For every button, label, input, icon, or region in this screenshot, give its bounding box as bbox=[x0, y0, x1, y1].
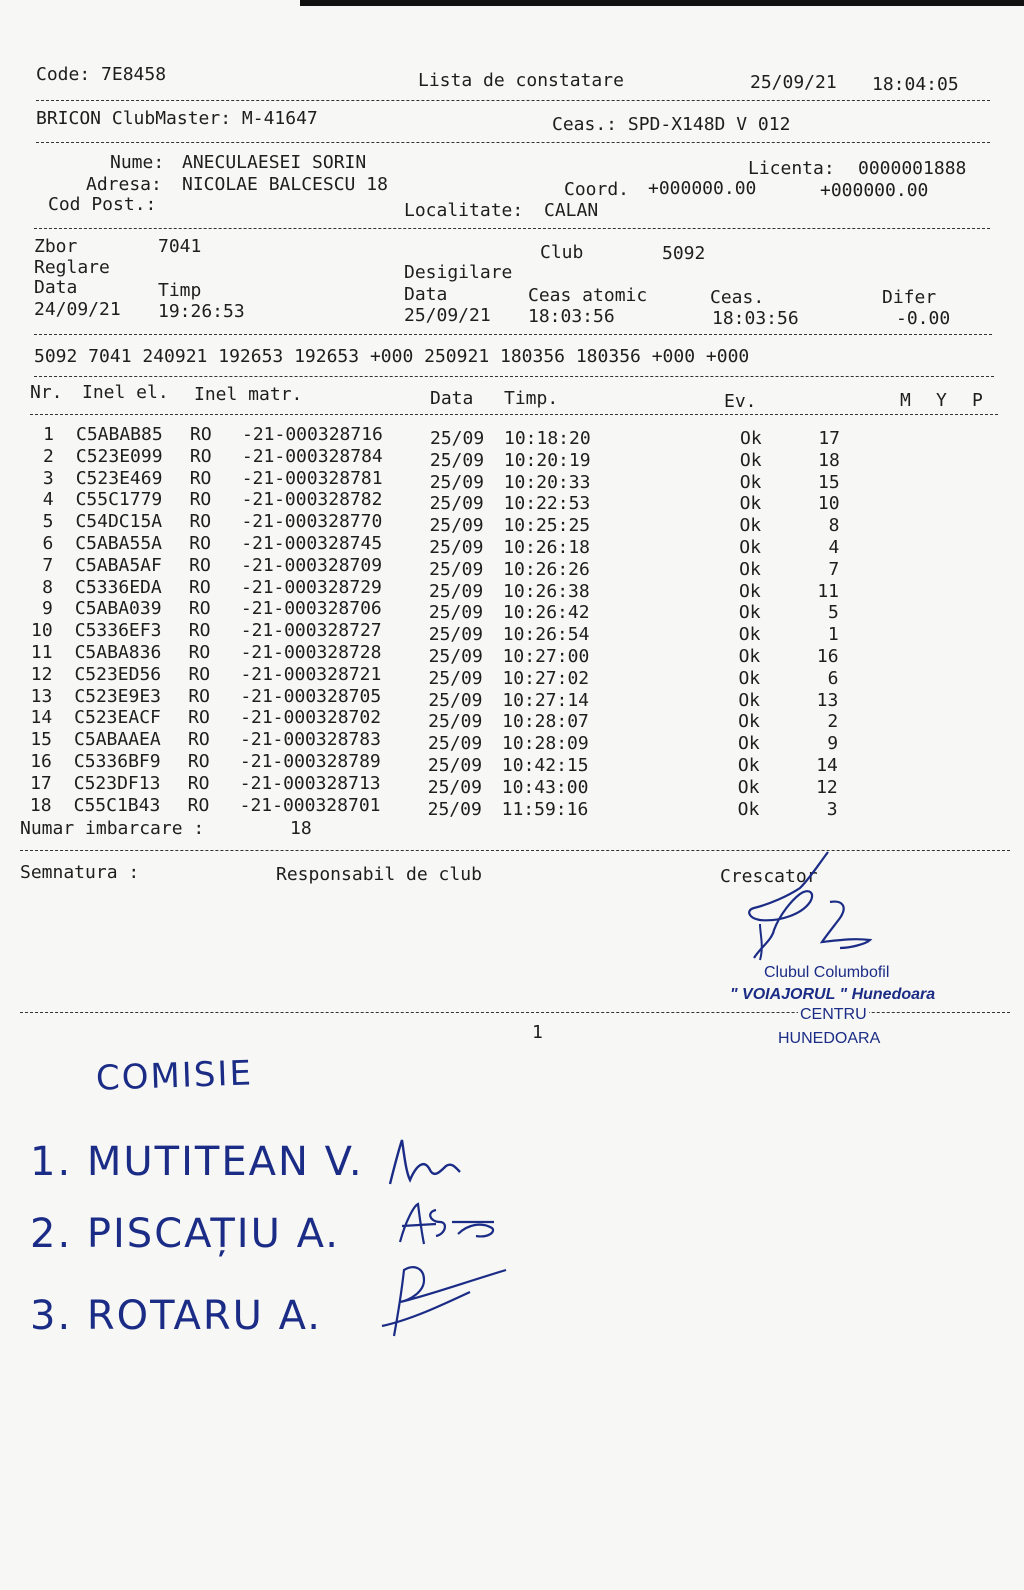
table-cell-t: 11:59:16 bbox=[501, 798, 589, 820]
table-cell-pos: 12 bbox=[816, 776, 838, 798]
document-title: Lista de constatare bbox=[418, 70, 624, 91]
zbor-label: Zbor bbox=[34, 236, 78, 257]
table-cell-d: 25/09 bbox=[429, 493, 484, 515]
table-cell-pos: 7 bbox=[828, 558, 840, 580]
table-cell-nr: 13 bbox=[30, 685, 53, 707]
table-cell-el: C5ABA836 bbox=[74, 642, 162, 663]
commission-signature-3 bbox=[380, 1262, 520, 1342]
table-cell-ro: RO bbox=[188, 663, 211, 685]
table-cell-d: 25/09 bbox=[429, 537, 484, 558]
club-label: Club bbox=[540, 242, 584, 263]
col-inel-matr: Inel matr. bbox=[194, 384, 303, 405]
table-cell-matr: -21-000328729 bbox=[241, 576, 382, 598]
table-cell-el: C5ABA55A bbox=[75, 533, 162, 554]
table-cell-nr: 6 bbox=[42, 533, 54, 554]
difer-value: -0.00 bbox=[896, 308, 951, 329]
table-cell-d: 25/09 bbox=[430, 428, 485, 449]
table-cell-t: 10:26:42 bbox=[502, 602, 590, 624]
table-cell-nr: 12 bbox=[30, 663, 53, 685]
table-cell-t: 10:26:54 bbox=[502, 624, 590, 646]
table-cell-matr: -21-000328728 bbox=[240, 642, 382, 663]
zbor-value: 7041 bbox=[158, 236, 202, 257]
table-cell-el: C54DC15A bbox=[75, 511, 163, 533]
table-cell-d: 25/09 bbox=[428, 602, 484, 624]
table-cell-matr: -21-000328709 bbox=[241, 554, 383, 576]
table-cell-el: C523ED56 bbox=[74, 663, 162, 685]
table-cell-t: 10:26:26 bbox=[503, 558, 590, 580]
stamp-line-4: HUNEDOARA bbox=[778, 1030, 881, 1047]
print-date: 25/09/21 bbox=[750, 72, 837, 93]
table-cell-nr: 3 bbox=[42, 467, 54, 489]
numar-value: 18 bbox=[290, 818, 312, 839]
divider bbox=[34, 334, 992, 335]
table-cell-ev: Ok bbox=[737, 798, 760, 820]
desigilare-label: Desigilare bbox=[404, 262, 513, 283]
table-cell-ev: Ok bbox=[738, 602, 761, 624]
table-cell-nr: 14 bbox=[30, 707, 53, 729]
table-cell-t: 10:20:19 bbox=[503, 449, 591, 471]
commission-member-3: 3. ROTARU A. bbox=[30, 1293, 323, 1339]
summary-line: 5092 7041 240921 192653 192653 +000 250921 180356 180356 +000 +000 bbox=[34, 346, 750, 367]
table-cell-ev: Ok bbox=[739, 515, 762, 537]
table-cell-ro: RO bbox=[189, 576, 211, 598]
table-cell-nr: 4 bbox=[42, 489, 54, 511]
table-cell-pos: 4 bbox=[828, 537, 840, 558]
table-cell-nr: 18 bbox=[29, 794, 52, 816]
table-cell-matr: -21-000328745 bbox=[241, 533, 383, 554]
table-cell-pos: 6 bbox=[827, 667, 839, 689]
table-cell-nr: 16 bbox=[30, 751, 52, 772]
table-cell-t: 10:20:33 bbox=[503, 471, 591, 493]
col-nr: Nr. bbox=[30, 382, 63, 403]
table-cell-ev: Ok bbox=[738, 646, 761, 667]
table-cell-nr: 9 bbox=[42, 598, 53, 620]
table-cell-ev: Ok bbox=[738, 667, 761, 689]
table-cell-ev: Ok bbox=[739, 471, 762, 493]
table-cell-matr: -21-000328713 bbox=[239, 772, 381, 794]
table-cell-t: 10:28:07 bbox=[502, 711, 589, 733]
table-cell-d: 25/09 bbox=[428, 689, 483, 711]
table-cell-t: 10:28:09 bbox=[502, 733, 589, 755]
col-timp: Timp. bbox=[504, 388, 559, 409]
table-cell-t: 10:27:02 bbox=[502, 667, 590, 689]
table-cell-t: 10:22:53 bbox=[503, 493, 591, 515]
table-cell-d: 25/09 bbox=[428, 624, 483, 646]
table-cell-matr: -21-000328784 bbox=[241, 445, 383, 467]
table-cell-matr: -21-000328770 bbox=[241, 511, 383, 533]
table-cell-d: 25/09 bbox=[428, 646, 483, 667]
table-cell-ro: RO bbox=[189, 467, 212, 489]
table-cell-ro: RO bbox=[188, 729, 210, 751]
table-cell-ro: RO bbox=[188, 685, 210, 707]
table-cell-d: 25/09 bbox=[429, 558, 484, 580]
table-cell-d: 25/09 bbox=[428, 667, 483, 689]
table-cell-el: C5ABA5AF bbox=[75, 554, 162, 576]
difer-label: Difer bbox=[882, 287, 937, 308]
table-cell-d: 25/09 bbox=[429, 515, 484, 537]
table-cell-matr: -21-000328702 bbox=[240, 707, 382, 729]
table-cell-el: C523E469 bbox=[75, 467, 163, 489]
stamp-line-2: " VOIAJORUL " Hunedoara bbox=[730, 986, 936, 1003]
table-cell-nr: 11 bbox=[30, 642, 53, 663]
table-cell-nr: 2 bbox=[43, 445, 54, 467]
owner-name: ANECULAESEI SORIN bbox=[182, 152, 367, 173]
reg-data-label: Data bbox=[34, 277, 78, 298]
table-cell-d: 25/09 bbox=[427, 755, 483, 776]
table-cell-nr: 7 bbox=[42, 554, 54, 576]
table-cell-matr: -21-000328781 bbox=[241, 467, 383, 489]
owner-signature bbox=[730, 848, 890, 968]
table-cell-matr: -21-000328782 bbox=[241, 489, 383, 511]
coord-label: Coord. bbox=[564, 179, 630, 200]
table-cell-nr: 17 bbox=[30, 772, 52, 794]
table-cell-t: 10:25:25 bbox=[503, 515, 591, 537]
col-ev: Ev. bbox=[724, 391, 757, 412]
table-cell-ev: Ok bbox=[737, 755, 760, 776]
table-cell-el: C5336EDA bbox=[75, 576, 162, 598]
reg-date: 24/09/21 bbox=[34, 299, 121, 320]
coord-y: +000000.00 bbox=[820, 180, 929, 201]
col-m: M bbox=[900, 390, 911, 411]
locality-label: Localitate: bbox=[404, 200, 524, 221]
table-cell-ro: RO bbox=[189, 533, 211, 554]
crescator-label: Crescator bbox=[720, 866, 818, 887]
table-cell-ro: RO bbox=[187, 751, 210, 772]
table-cell-t: 10:27:14 bbox=[502, 689, 590, 711]
table-cell-t: 10:26:38 bbox=[503, 580, 590, 602]
table-cell-ro: RO bbox=[189, 445, 212, 467]
col-y: Y bbox=[936, 390, 947, 411]
col-data: Data bbox=[430, 388, 474, 409]
des-data-label: Data bbox=[404, 284, 448, 305]
table-cell-d: 25/09 bbox=[428, 733, 483, 755]
table-cell-t: 10:26:18 bbox=[503, 537, 590, 558]
table-cell-ev: Ok bbox=[740, 428, 762, 449]
table-cell-el: C5ABA039 bbox=[74, 598, 162, 620]
divider bbox=[36, 100, 990, 101]
table-cell-el: C55C1B43 bbox=[73, 794, 161, 816]
page-edge-shadow bbox=[300, 0, 1024, 6]
table-cell-el: C5336EF3 bbox=[74, 620, 162, 642]
atomic-label: Ceas atomic bbox=[528, 285, 648, 306]
table-cell-d: 25/09 bbox=[427, 776, 482, 798]
postal-label: Cod Post.: bbox=[48, 194, 157, 215]
table-cell-nr: 15 bbox=[30, 729, 53, 751]
responsabil-label: Responsabil de club bbox=[276, 864, 482, 885]
table-cell-matr: -21-000328721 bbox=[240, 663, 382, 685]
atomic-time: 18:03:56 bbox=[528, 306, 615, 327]
table-cell-ev: Ok bbox=[739, 493, 762, 515]
licence-label: Licenta: bbox=[748, 158, 835, 179]
divider bbox=[34, 228, 990, 229]
table-cell-pos: 8 bbox=[828, 515, 840, 537]
table-cell-pos: 16 bbox=[816, 646, 839, 667]
licence-number: 0000001888 bbox=[858, 158, 967, 179]
ceas-label: Ceas. bbox=[710, 287, 765, 308]
table-cell-el: C5ABAAEA bbox=[74, 729, 161, 751]
table-cell-ro: RO bbox=[189, 511, 212, 533]
table-cell-ev: Ok bbox=[738, 689, 760, 711]
reg-timp-label: Timp bbox=[158, 280, 202, 301]
table-cell-nr: 5 bbox=[42, 511, 54, 533]
table-cell-ro: RO bbox=[189, 489, 212, 511]
clock-label: Ceas.: SPD-X148D V 012 bbox=[552, 114, 791, 135]
col-p: P bbox=[972, 390, 983, 411]
table-cell-matr: -21-000328705 bbox=[240, 685, 382, 707]
table-cell-pos: 3 bbox=[826, 798, 838, 820]
table-cell-matr: -21-000328783 bbox=[240, 729, 381, 751]
table-cell-el: C523EACF bbox=[74, 707, 161, 729]
page-number: 1 bbox=[532, 1022, 543, 1043]
table-cell-ro: RO bbox=[188, 620, 211, 642]
table-cell-pos: 10 bbox=[817, 493, 840, 515]
table-cell-pos: 5 bbox=[828, 602, 839, 624]
table-cell-pos: 17 bbox=[818, 428, 840, 449]
commission-member-1: 1. MUTITEAN V. bbox=[30, 1139, 364, 1185]
semnatura-label: Semnatura : bbox=[20, 862, 140, 883]
table-cell-nr: 8 bbox=[42, 576, 54, 598]
table-cell-ro: RO bbox=[188, 707, 210, 729]
name-label: Nume: bbox=[110, 152, 165, 173]
reg-time: 19:26:53 bbox=[158, 301, 245, 322]
table-cell-ro: RO bbox=[187, 772, 210, 794]
table-cell-d: 25/09 bbox=[429, 449, 485, 471]
table-cell-el: C523E099 bbox=[75, 445, 163, 467]
reglare-label: Reglare bbox=[34, 257, 110, 278]
table-cell-ro: RO bbox=[189, 554, 211, 576]
table-cell-el: C523DF13 bbox=[73, 772, 161, 794]
table-cell-el: C5ABAB85 bbox=[76, 424, 163, 445]
owner-address: NICOLAE BALCESCU 18 bbox=[182, 174, 388, 195]
table-cell-t: 10:18:20 bbox=[504, 428, 591, 449]
stamp-line-3: CENTRU bbox=[800, 1006, 867, 1023]
commission-signature-2 bbox=[396, 1200, 506, 1254]
table-cell-pos: 1 bbox=[827, 624, 839, 646]
table-cell-pos: 15 bbox=[818, 471, 840, 493]
commission-member-2: 2. PISCAȚIU A. bbox=[30, 1211, 340, 1257]
commission-title: COMISIE bbox=[95, 1053, 254, 1099]
locality-value: CALAN bbox=[544, 200, 599, 221]
table-cell-matr: -21-000328789 bbox=[239, 751, 381, 772]
table-cell-ro: RO bbox=[188, 642, 211, 663]
table-cell-d: 25/09 bbox=[427, 798, 482, 820]
divider bbox=[34, 376, 994, 377]
club-value: 5092 bbox=[662, 243, 706, 264]
address-label: Adresa: bbox=[86, 174, 162, 195]
table-cell-el: C55C1779 bbox=[75, 489, 163, 511]
table-cell-ev: Ok bbox=[739, 449, 762, 471]
table-cell-ev: Ok bbox=[738, 711, 760, 733]
table-cell-matr: -21-000328727 bbox=[240, 620, 382, 642]
table-cell-ev: Ok bbox=[738, 624, 761, 646]
table-cell-matr: -21-000328701 bbox=[239, 794, 381, 816]
divider bbox=[30, 414, 998, 415]
ceas-time: 18:03:56 bbox=[712, 308, 799, 329]
print-time: 18:04:05 bbox=[872, 74, 959, 95]
table-cell-el: C523E9E3 bbox=[74, 685, 162, 707]
table-cell-ro: RO bbox=[187, 794, 210, 816]
table-cell-ev: Ok bbox=[737, 776, 760, 798]
table-cell-el: C5336BF9 bbox=[73, 751, 161, 772]
stamp-line-1: Clubul Columbofil bbox=[764, 964, 890, 981]
table-cell-pos: 11 bbox=[817, 580, 840, 602]
code-label: Code: 7E8458 bbox=[36, 64, 167, 85]
device-label: BRICON ClubMaster: M-41647 bbox=[36, 108, 318, 129]
table-cell-ev: Ok bbox=[739, 537, 761, 558]
des-date: 25/09/21 bbox=[404, 305, 491, 326]
table-cell-t: 10:42:15 bbox=[501, 755, 589, 776]
table-cell-d: 25/09 bbox=[429, 580, 484, 602]
table-cell-t: 10:27:00 bbox=[502, 646, 590, 667]
table-cell-pos: 2 bbox=[827, 711, 839, 733]
table-cell-d: 25/09 bbox=[429, 471, 484, 493]
table-cell-ev: Ok bbox=[738, 733, 760, 755]
table-cell-matr: -21-000328706 bbox=[240, 598, 382, 620]
coord-x: +000000.00 bbox=[648, 178, 757, 199]
numar-label: Numar imbarcare : bbox=[20, 818, 205, 839]
table-cell-ev: Ok bbox=[739, 580, 761, 602]
table-cell-d: 25/09 bbox=[428, 711, 483, 733]
table-cell-nr: 1 bbox=[43, 424, 54, 445]
table-cell-ev: Ok bbox=[739, 558, 761, 580]
table-cell-ro: RO bbox=[188, 598, 211, 620]
table-cell-pos: 9 bbox=[827, 733, 839, 755]
commission-signature-1 bbox=[384, 1132, 474, 1192]
col-inel-el: Inel el. bbox=[82, 382, 169, 403]
table-cell-pos: 13 bbox=[816, 689, 839, 711]
table-cell-nr: 10 bbox=[31, 620, 53, 642]
table-cell-t: 10:43:00 bbox=[501, 776, 589, 798]
table-cell-pos: 18 bbox=[818, 449, 840, 471]
table-cell-pos: 14 bbox=[816, 755, 838, 776]
divider bbox=[36, 142, 990, 143]
table-cell-ro: RO bbox=[190, 424, 212, 445]
table-cell-matr: -21-000328716 bbox=[242, 424, 383, 445]
